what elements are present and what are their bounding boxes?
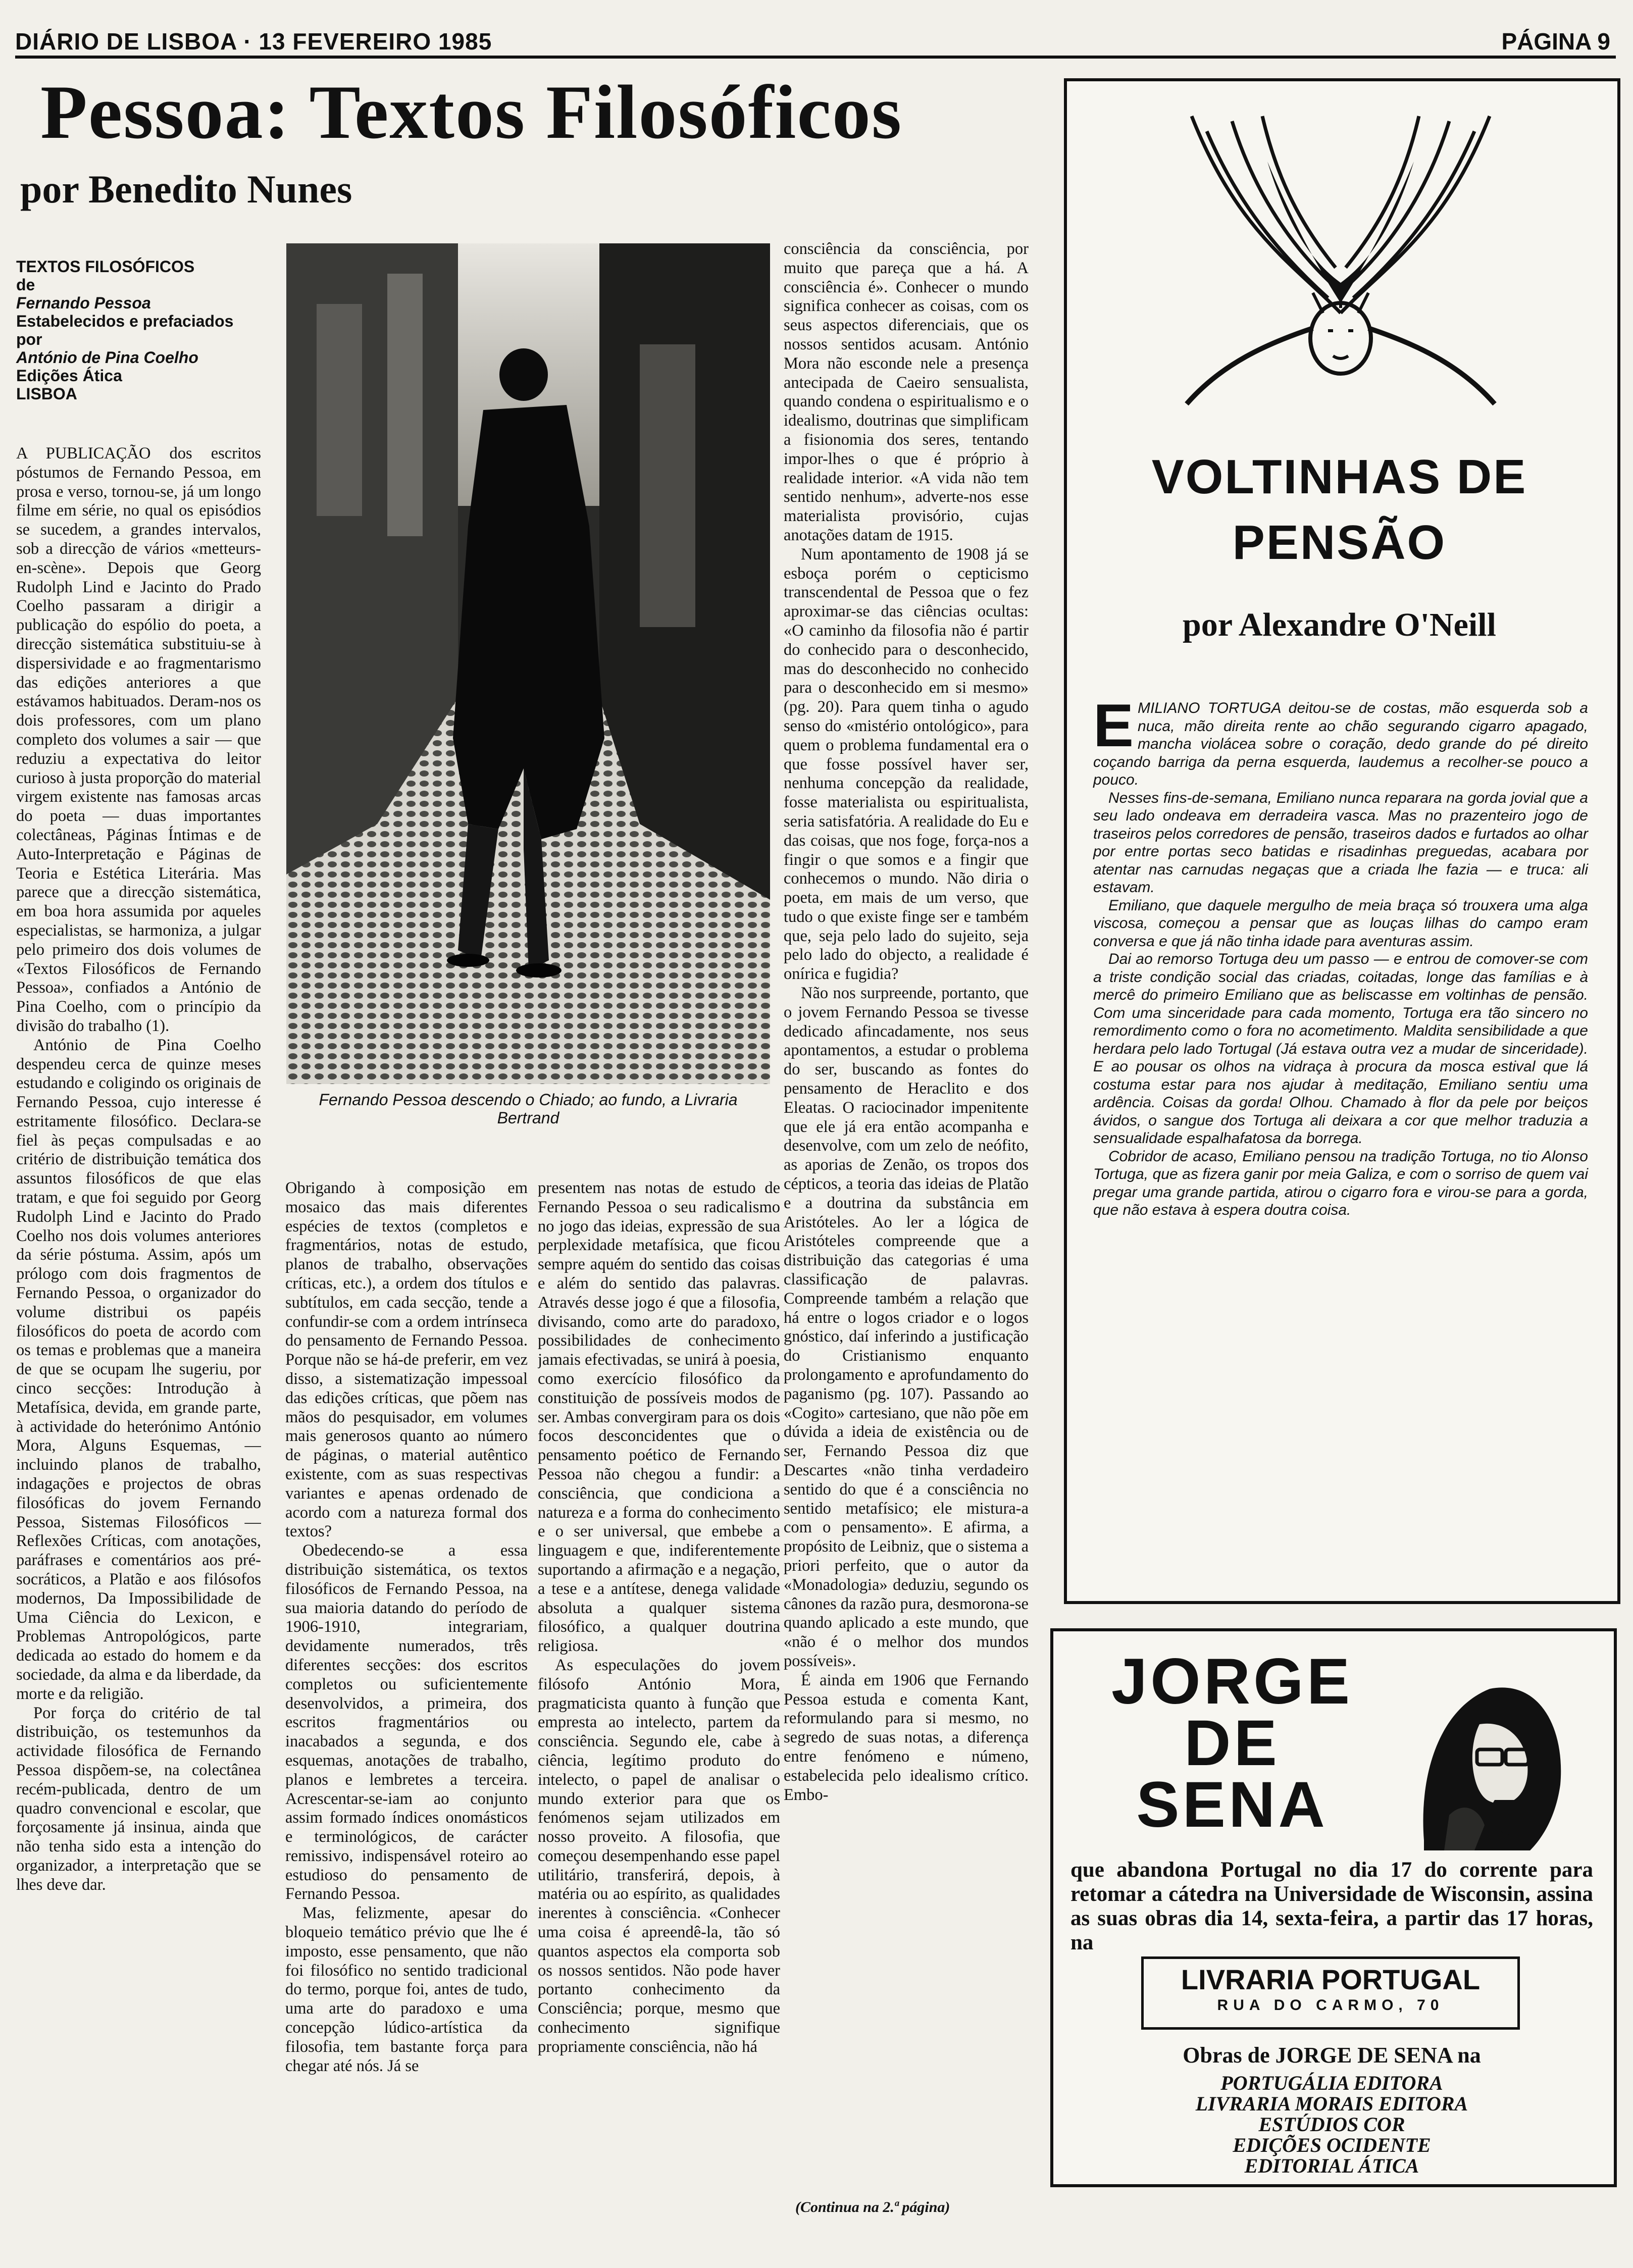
book-info-line: de (16, 276, 35, 294)
article-headline: Pessoa: Textos Filosóficos (40, 70, 903, 154)
paragraph: consciência da consciência, por muito que pareça que a há. A consciência é». Conhecer o mundo significa conhecer as coisas, com os seus aspectos diferenciais, que os nossos sentidos acusam. António Mora não esconde nele a presença antecipada de Caeiro sensualista, quando condena o espiritualismo e o idealismo, doutrinas que simplificam a fisionomia dos seres, tentando impor-lhes o que é próprio à realidade interior. «A vida não tem sentido nenhum», adverte-nos esse materialista provisório, cujas anotações datam de 1915. (784, 240, 1029, 544)
paragraph: Obrigando à composição em mosaico das mais diferentes espécies de textos (completos e fragmentários, notas de estudo, planos de trabalho, observações críticas, etc.), a ordem dos títulos e subtítulos, em cada secção, tende a confundir-se com a ordem intrínseca do pensamento de Fernando Pessoa. Porque não se há-de preferir, em vez disso, a sistematização impessoal das edições críticas, que põem nas mãos do pesquisador, em volumes mais generosos quanto ao número de páginas, o material autêntico existente, com as suas respectivas variantes e apenas ordenado de acordo com a natureza formal dos textos? (285, 1179, 528, 1541)
book-info-line: por (16, 330, 42, 348)
ad-text: que abandona Portugal no dia 17 do corrente para retomar a cátedra na Universidade de Wisconsin, assina as suas obras dia 14, sexta-feira, a partir das 17 horas, na (1070, 1858, 1593, 1954)
ad-name-line: SENA (1136, 1769, 1328, 1841)
ad-name (1096, 1645, 1368, 1841)
store-box (1141, 1956, 1520, 2030)
paragraph: Mas, felizmente, apesar do bloqueio temático prévio que lhe é imposto, esse pensamento, que não foi filosófico no sentido tradicional do termo, porque foi, antes de tudo, uma arte do paradoxo e uma concepção lúdico-artística da filosofia, tem bastante força para chegar até nós. Já se (285, 1904, 528, 2075)
publisher: ESTÚDIOS COR (1258, 2113, 1405, 2136)
ad-name-line: DE (1184, 1707, 1280, 1779)
paragraph-text: MILIANO TORTUGA deitou-se de costas, mão esquerda sob a nuca, mão direita rente ao chão segurando cigarro apagado, mancha violácea sobre o coração, dedo grande do pé direito coçando barriga da perna esquerda, laudemus a recolher-se pouco a pouco. (1093, 700, 1588, 788)
article-column-4 (784, 240, 1029, 2174)
paragraph: Por força do critério de tal distribuição, os testemunhos da actividade filosófica de Fernando Pessoa dispõem-se, na colectânea recém-publicada, dentro de um quadro convencional e escolar, que forçosamente já insinua, ainda que não tenha sido esta a intenção do organizador, a interpretação que se lhes deve dar. (16, 1704, 261, 1894)
paragraph: presentem nas notas de estudo de Fernando Pessoa o seu radicalismo no jogo das ideias, expressão de sua perplexidade metafísica, que ficou sempre aquém do sentido das coisas e além do sentido das palavras. Através desse jogo é que a filosofia, divisando, como arte do paradoxo, possibilidades de conhecimento jamais efectivadas, se unirá à poesia, como exercício filosófico da constituição de possíveis modos de ser. Ambas convergiram para os dois focos desconcidentes que o pensamento poético de Fernando Pessoa não chegou a fundir: a consciência, que condiciona a natureza e a forma do conhecimento e o ser universal, que embebe a linguagem e que, indiferentemente suportando a afirmação e a negação, a tese e a antítese, denega validade absoluta a qualquer sistema filosófico, a qualquer doutrina religiosa. (538, 1179, 780, 1656)
paragraph (1093, 692, 1588, 789)
paragraph: As especulações do jovem filósofo António Mora, pragmaticista quanto à função que empresta ao intelecto, partem da consciência. Segundo ele, cabe à ciência, legítimo produto do intelecto, o papel de analisar o mundo exterior para que os fenómenos sejam utilizados em nosso proveito. A filosofia, que começou desempenhando esse papel utilitário, transferirá, depois, à matéria ou ao espírito, as qualidades inerentes à consciência. «Conhecer uma coisa é apreendê-la, tão só quantos aspectos ela comporta sob os nossos sentidos. Não pode haver portanto conhecimento da Consciência; porque, mesmo que conhecimento signifique propriamente consciência, não há (538, 1656, 780, 2056)
photo-caption: Fernando Pessoa descendo o Chiado; ao fundo, a Livraria Bertrand (319, 1091, 738, 1127)
article-column-2 (285, 1179, 528, 2171)
winged-figure-illustration (1177, 101, 1505, 414)
book-info-line: António de Pina Coelho (16, 348, 198, 367)
paragraph: Nesses fins-de-semana, Emiliano nunca reparara na gorda jovial que a seu lado ondeava em derradeira vasca. Mas no prazenteiro jogo de traseiros pelos corredores de pensão, traseiros dados e furtados ao olhar por entre portas seco batidas e risadinhas preguedas, acabara por atentar nas carnudas negaças que a criada lhe fazia — e truca: ali estavam. (1093, 789, 1588, 896)
photo-illustration (286, 243, 770, 1084)
book-info-line: LISBOA (16, 385, 77, 403)
paragraph: Dai ao remorso Tortuga deu um passo — e entrou de comover-se com a triste condição social das criadas, coitadas, longe das famílias e à mercê do primeiro Emiliano que as beliscasse em voltinhas de pensão. Com uma sinceridade para cada momento, Tortuga era tão sincero no remordimento como o fora no acometimento. Maldita sensibilidade a que herdara pelo lado Tortugal (Já estava outra vez a mudar de sinceridade). E ao pousar os olhos na vidraça à procura da mosca estival que lá costuma estar para nos ajudar à meditação, Emiliano sentiu uma ardência. Coisas da gorda! Olhou. Chamado à flor da pele por beiços ávidos, o sangue dos Tortuga ali deixara a cor que melhor traduzia a sensualidade espalhafatosa da borrega. (1093, 951, 1588, 1147)
pessoa-photo (286, 243, 770, 1084)
book-info (16, 257, 253, 403)
portrait-illustration (1379, 1648, 1580, 1850)
masthead-title: DIÁRIO DE LISBOA · 13 FEVEREIRO 1985 (15, 28, 492, 55)
article-column-3 (538, 1179, 780, 2171)
paragraph: Num apontamento de 1908 já se esboça porém o cepticismo transcendental de Pessoa que o fez aproximar-se das ciências ocultas: «O caminho da filosofia não é partir do conhecido para o desconhecido, mas do desconhecido no conhecido para o desconhecido em si mesmo» (pg. 20). Para quem tinha o agudo senso do «mistério ontológico», para quem o problema fundamental era o que fosse possível haver ser, nenhuma concepção da realidade, fosse materialista ou espiritualista, seria satisfatória. A realidade do Eu e das coisas, que nos foge, força-nos a fingir o que somos e a fingir que conhecemos o mundo. Não diria o poeta, em mais de um verso, que tudo o que existe finge ser e também que, seja pelo lado do sujeito, seja pelo lado do objecto, a realidade é onírica e fugidia? (784, 545, 1029, 984)
page-number: PÁGINA 9 (1501, 28, 1610, 55)
paragraph: Cobridor de acaso, Emiliano pensou na tradição Tortuga, no tio Alonso Tortuga, que as fizera ganir por meia Galiza, e com o sorriso de quem vai pregar uma grande partida, atirou o cigarro fora e virou-se para a gorda, que não estava à espera doutra coisa. (1093, 1148, 1588, 1218)
book-info-line: Edições Ática (16, 367, 122, 385)
paragraph: A PUBLICAÇÃO dos escritos póstumos de Fernando Pessoa, em prosa e verso, tornou-se, já um longo filme em série, no qual os episódios se sucedem, a grandes intervalos, sob a direcção de vários «metteurs-en-scène». Depois que Georg Rudolph Lind e Jacinto do Prado Coelho passaram a dirigir a publicação do espólio do poeta, a direcção sistemática substituiu-se à dispersividade e ao fragmentarismo das edições anteriores a que estávamos habituados. Deram-nos os dois professores, com um plano completo dos volumes a sair — que reduziu a expectativa do leitor curioso à justa proporção do material virgem existente nas famosas arcas do poeta — duas importantes colectâneas, Páginas Íntimas e de Auto-Interpretação e Páginas de Teoria e Estética Literária. Mas parece que a direcção sistemática, em boa hora assumida por aqueles especialistas, se harmoniza, a julgar pelo primeiro dos dois volumes de «Textos Filosóficos de Fernando Pessoa», confiados a António de Pina Coelho, com o princípio da divisão do trabalho (1). (16, 444, 261, 1035)
book-info-line: TEXTOS FILOSÓFICOS (16, 257, 195, 276)
publisher: PORTUGÁLIA EDITORA (1220, 2072, 1443, 2094)
sidebar-story (1093, 692, 1588, 1219)
ad-name-line: JORGE (1111, 1645, 1353, 1718)
article-byline: por Benedito Nunes (20, 167, 352, 211)
winged-figure-icon (1177, 101, 1505, 417)
paragraph: Emiliano, que daquele mergulho de meia braça só trouxera uma alga viscosa, começou a pensar que as louças lilhas do campo eram conversa e que já não tinha idade para aventuras assim. (1093, 897, 1588, 950)
works-heading: Obras de JORGE DE SENA na (1183, 2043, 1481, 2068)
paragraph: António de Pina Coelho despendeu cerca de quinze meses estudando e coligindo os originais de Fernando Pessoa, cujo interesse é estritamente filosófico. Declara-se fiel às peças compulsadas e ao critério de distribuição temática dos assuntos filosóficos de que elas tratam, e que foi seguido por Georg Rudolph Lind e Jacinto do Prado Coelho nos dois volumes anteriores da série póstuma. Assim, após um prólogo com dois fragmentos de Fernando Pessoa, o organizador do volume distribui os papéis filosóficos do poeta de acordo com os temas e problemas que a maneira de que se ocupam lhe sugeriu, por cinco secções: Introdução à Metafísica, devida, em grande parte, à actividade do heterónimo António Mora, Alguns Esquemas, — incluindo planos de trabalho, indagações e projectos de obras filosóficas do jovem Fernando Pessoa, Sistemas Filosóficos — Reflexões Críticas, com anotações, paráfrases e comentários aos pré-socráticos, a Platão e aos filósofos modernos, Da Impossibilidade de Uma Ciência do Lexicon, e Problemas Antropológicos, parte dedicada ao estado do homem e da sociedade, da alma e da liberdade, da morte e da religião. (16, 1036, 261, 1703)
book-info-line: Estabelecidos e prefaciados (16, 312, 234, 330)
store-address: RUA DO CARMO, 70 (1217, 1997, 1444, 2014)
paragraph: É ainda em 1906 que Fernando Pessoa estuda e comenta Kant, reformulando para si mesmo, no segredo de suas notas, a diferença entre fenómeno e númeno, estabelecida pelo idealismo crítico. Embo- (784, 1671, 1029, 1804)
paragraph: Não nos surpreende, portanto, que o jovem Fernando Pessoa se tivesse dedicado afincadamente, nos seus apontamentos, a estudar o problema do ser, buscando as fontes do pensamento de Heraclito e dos Eleatas. O raciocinador impenitente que ele já era então acompanha e desenvolve, com um zelo de neófito, as aporias de Zenão, os tropos dos cépticos, a teoria das ideias de Platão e a doutrina da substância em Aristóteles. Ao ler a lógica de Aristóteles compreende que a distribuição das categorias é uma classificação de palavras. Compreende também a relação que há entre o logos criador e o logos gnóstico, daí inferindo a justificação do Cristianismo enquanto prolongamento e aprofundamento do paganismo (pg. 107). Passando ao «Cogito» cartesiano, que não põe em dúvida a ideia de existência ou de ser, Fernando Pessoa diz que Descartes «não tinha verdadeiro sentido do que é a consciência no sentido metafísico; ele mistura-a com o pensamento». E afirma, a propósito de Leibniz, que o sistema a priori perfeito, que o autor da «Monadologia» deduziu, segundo os cânones da razão pura, desmorona-se quando aplicado a este mundo, que «não é o melhor dos mundos possíveis». (784, 984, 1029, 1670)
drop-cap: E (1093, 692, 1134, 759)
article-column-1 (16, 444, 261, 2171)
publisher: LIVRARIA MORAIS EDITORA (1195, 2092, 1468, 2115)
store-name: LIVRARIA PORTUGAL (1181, 1964, 1481, 1995)
sidebar-title: VOLTINHAS DE PENSÃO (1151, 450, 1527, 570)
paragraph: Obedecendo-se a essa distribuição sistemática, os textos filosóficos de Fernando Pessoa, na sua maioria datando do período de 1906-1910, integrariam, devidamente numerados, três diferentes secções: dos escritos completos ou suficientemente desenvolvidos, a primeira, dos escritos fragmentários ou inacabados a segunda, e dos esquemas, anotações de trabalho, planos e lembretes a terceira. Acrescentar-se-iam ao conjunto assim formado índices onomásticos e terminológicos, de carácter remissivo, indispensável roteiro ao estudioso do pensamento de Fernando Pessoa. (285, 1541, 528, 1903)
author-portrait (1379, 1648, 1580, 1853)
publisher-list (1070, 2073, 1593, 2176)
publisher: EDIÇÕES OCIDENTE (1233, 2134, 1431, 2156)
publisher: EDITORIAL ÁTICA (1244, 2154, 1419, 2177)
continuation-note: (Continua na 2.ª página) (795, 2199, 950, 2215)
sidebar-byline: por Alexandre O'Neill (1183, 606, 1496, 643)
book-info-line: Fernando Pessoa (16, 294, 151, 312)
